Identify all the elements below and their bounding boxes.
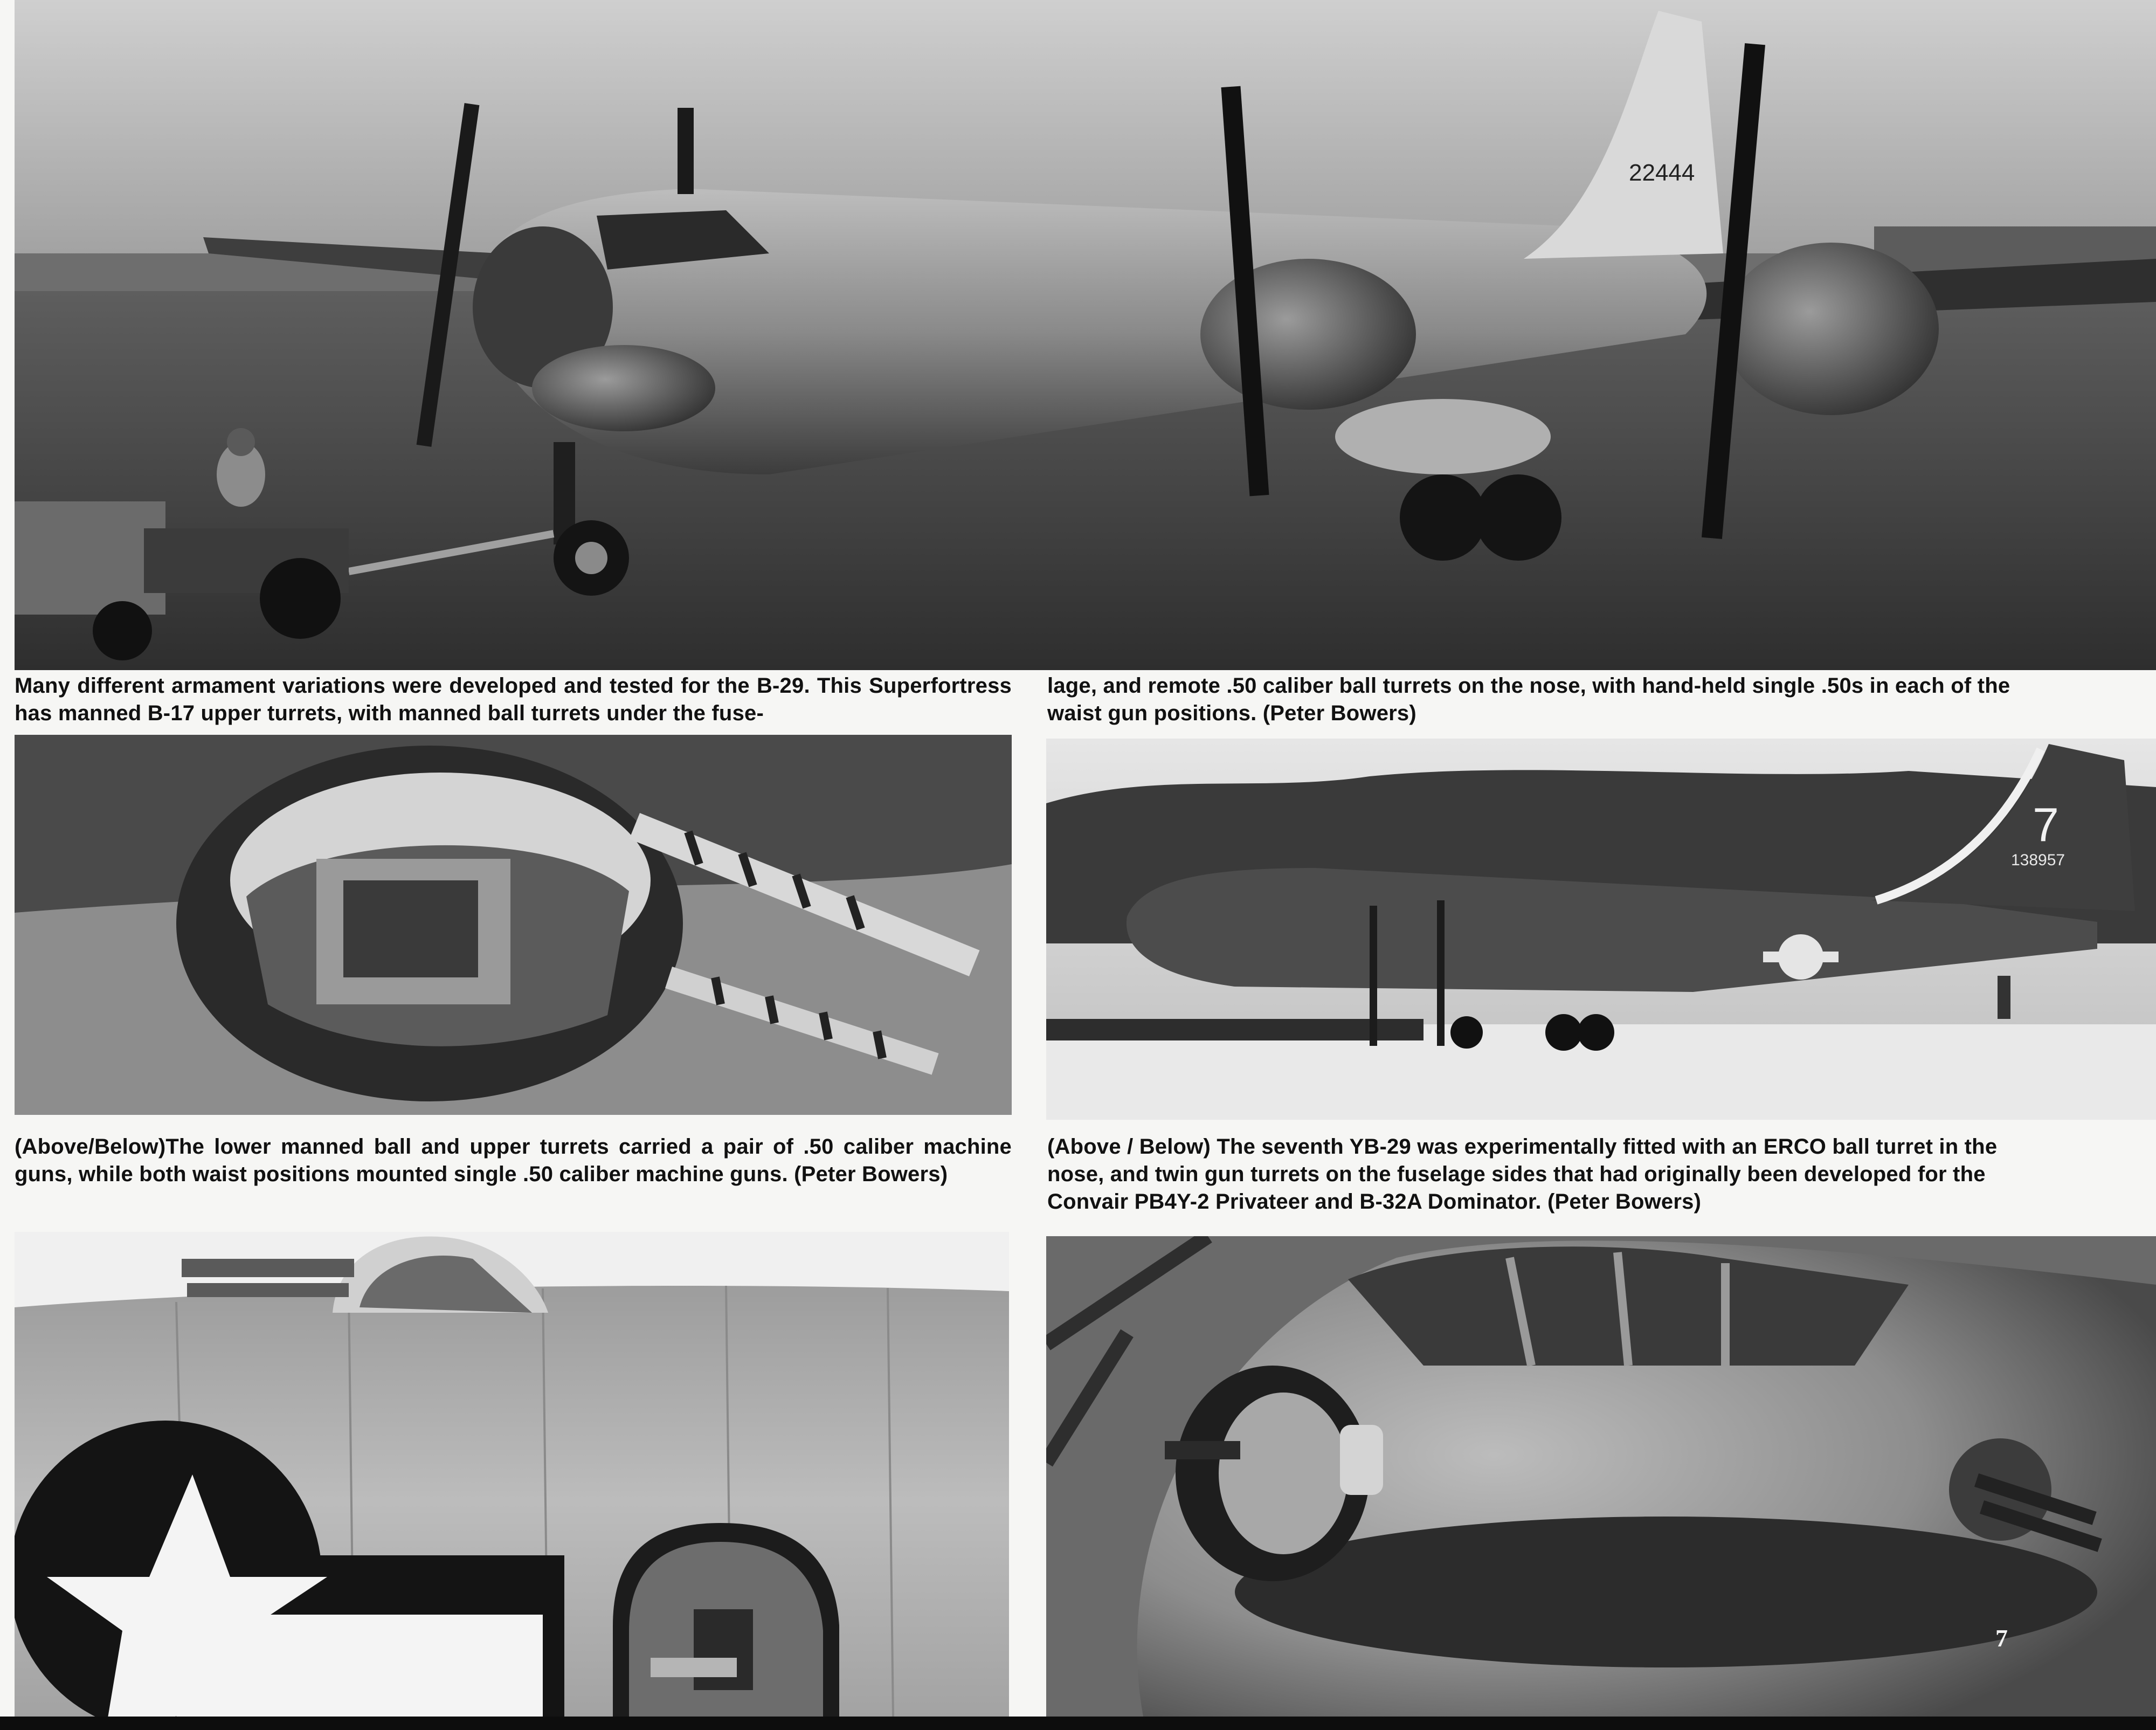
photo-waist-position-upper-turret <box>15 1232 1009 1717</box>
photo-lower-ball-turret <box>15 735 1012 1115</box>
caption-top-left: Many different armament variations were developed and tested for the B-29. This Superfortress has manned B-17 upper turrets, with manned ball turrets under the fuse- <box>15 674 1012 725</box>
photo-ball-turret-drawing <box>15 735 1012 1115</box>
photo-b29-armament-test <box>15 0 2156 670</box>
tail-serial-138957: 138957 <box>2011 851 2065 869</box>
caption-middle-left: (Above/Below)The lower manned ball and upper turrets carried a pair of .50 caliber machine guns, while both waist positions mounted single .50 caliber machine guns. (Peter Bowers) <box>15 1135 1012 1186</box>
photo-yb29-nose-turret <box>1046 1236 2156 1717</box>
tail-number-7: 7 <box>2033 798 2059 851</box>
photo-b29-drawing <box>15 0 2156 670</box>
photo-nose-drawing <box>1046 1236 2156 1717</box>
photo-yb29-drawing <box>1046 739 2156 1120</box>
caption-top-right: lage, and remote .50 caliber ball turrets on the nose, with hand-held single .50s in each of the waist gun positions. (Peter Bowers) <box>1047 674 2010 725</box>
tail-serial-22444: 22444 <box>1629 160 1695 186</box>
caption-middle-right: (Above / Below) The seventh YB-29 was experimentally fitted with an ERCO ball turret in the nose, and twin gun turrets on the fuselage sides that had originally been developed for the Convair PB4Y-2 Privateer and B-32A Dominator. (Peter Bowers) <box>1047 1135 1998 1214</box>
photo-yb29-erco-turret <box>1046 739 2156 1120</box>
photo-waist-drawing <box>15 1232 1009 1717</box>
bottom-edge-bar <box>0 1717 2156 1730</box>
page-number: 7 <box>1995 1624 2008 1652</box>
